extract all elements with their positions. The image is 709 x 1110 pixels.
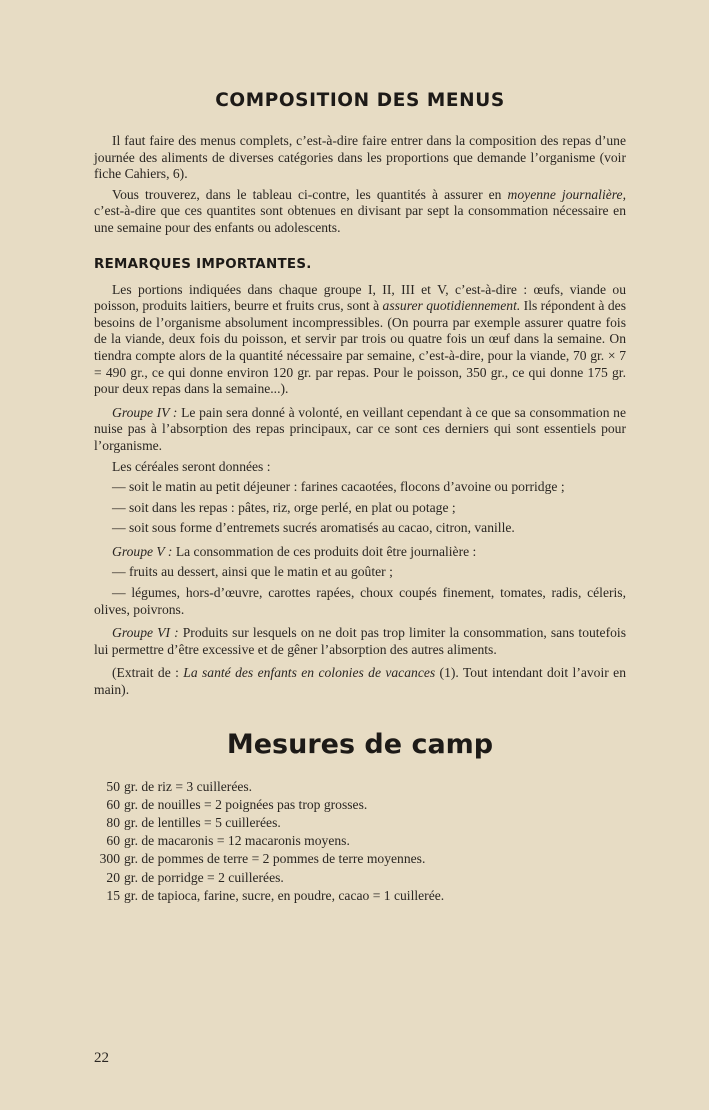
camp-measures-title: Mesures de camp — [226, 728, 494, 760]
measure-row: 15 gr. de tapioca, farine, sucre, en poudre, cacao = 1 cuillerée. — [106, 887, 445, 903]
measure-row: 60 gr. de macaronis = 12 macaronis moyens. — [106, 833, 350, 849]
group-iv-paragraph: Groupe IV : Le pain sera donné à volonté, en veillant cependant à ce que sa consommation ne nuise pas à l’absorption des repas principaux, car ce sont ces derniers qui sont essentiels pour l’organisme. — [94, 404, 627, 453]
camp-measures-table — [94, 778, 444, 905]
measure-row: 60 gr. de nouilles = 2 poignées pas trop grosses. — [106, 796, 368, 812]
cereals-item: — soit sous forme d’entremets sucrés aromatisés au cacao, citron, vanille. — [112, 520, 515, 536]
measure-row: 20 gr. de porridge = 2 cuillerées. — [106, 869, 284, 885]
section-heading: COMPOSITION DES MENUS — [215, 90, 505, 111]
intro-paragraph-1: Il faut faire des menus complets, c’est-à-dire faire entrer dans la composition des repas d’une journée des aliments de diverses catégories dans les proportions que demande l’organisme (voir fiche Cahiers, 6). — [94, 133, 626, 182]
cereals-item: — soit le matin au petit déjeuner : farines cacaotées, flocons d’avoine ou porridge ; — [112, 479, 565, 495]
group-vi-paragraph: Groupe VI : Produits sur lesquels on ne doit pas trop limiter la consommation, sans toutefois lui permettre d’être excessive et de gêner l’absorption des autres aliments. — [94, 625, 626, 657]
measure-row: 300 gr. de pommes de terre = 2 pommes de terre moyennes. — [99, 851, 426, 867]
cereals-item: — soit dans les repas : pâtes, riz, orge perlé, en plat ou potage ; — [112, 499, 456, 515]
group-v-item: — fruits au dessert, ainsi que le matin et au goûter ; — [112, 564, 393, 580]
measure-row: 80 gr. de lentilles = 5 cuillerées. — [106, 815, 281, 831]
remarks-heading: REMARQUES IMPORTANTES. — [94, 256, 312, 272]
group-v-paragraph: Groupe V : La consommation de ces produits doit être journalière : — [112, 543, 477, 559]
intro-paragraph-2: Vous trouverez, dans le tableau ci-contre, les quantités à assurer en moyenne journalière, c’est-à-dire que ces quantites sont obtenues en divisant par sept la consommation nécessaire en une semaine pour des enfants ou adolescents. — [94, 186, 626, 235]
extract-citation: (Extrait de : La santé des enfants en colonies de vacances (1). Tout intendant doit l’avoir en main). — [94, 665, 626, 698]
group-v-item: — légumes, hors-d’œuvre, carottes rapées, choux coupés finement, tomates, radis, céleris, olives, poivrons. — [94, 585, 626, 617]
measure-row: 50 gr. de riz = 3 cuillerées. — [106, 778, 253, 794]
page-content — [94, 90, 626, 905]
remarks-paragraph: Les portions indiquées dans chaque groupe I, II, III et V, c’est-à-dire : œufs, viande ou poisson, produits laitiers, beurre et fruits crus, sont à assurer quotidiennement. Ils répondent à des besoins de l’organisme absolument incompressibles. (On pourra par exemple assurer quatre fois de la viande, deux fois du poisson, et servir par trois ou quatre fois un œuf dans la semaine. On tiendra compte alors de la quantité nécessaire par semaine, c’est-à-dire, pour la viande, 70 gr. × 7 = 490 gr., ce qui donne environ 120 gr. par repas. Pour le poisson, 350 gr., ce qui donne 175 gr. pour deux repas dans la semaine...). — [94, 281, 626, 397]
page-number: 22 — [94, 1050, 109, 1066]
cereals-intro: Les céréales seront données : — [112, 458, 271, 474]
